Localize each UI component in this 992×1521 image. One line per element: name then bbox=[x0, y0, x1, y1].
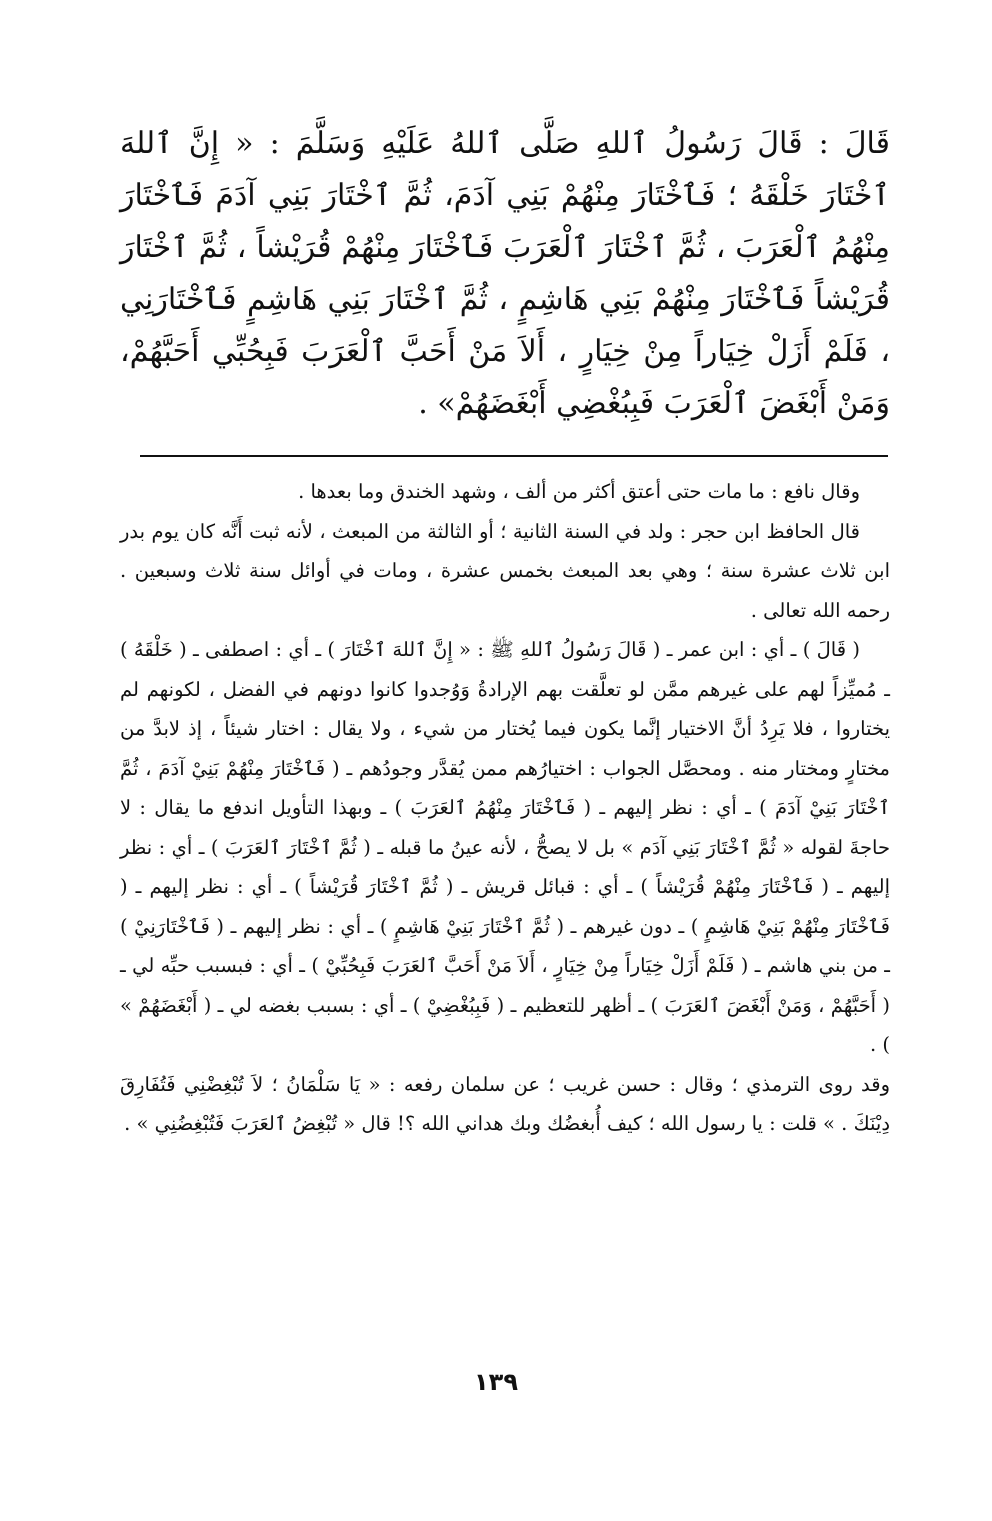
main-text-block bbox=[120, 118, 890, 430]
footnote-divider bbox=[140, 455, 888, 457]
hadith-paragraph: قَالَ : قَالَ رَسُولُ ٱللهِ صَلَّى ٱللهُ عَلَيْهِ وَسَلَّمَ : « إِنَّ ٱللهَ ٱخْتَارَ خَلْقَهُ ؛ فَٱخْتَارَ مِنْهُمْ بَنِي آدَمَ، ثُمَّ ٱخْتَارَ بَنِي آدَمَ فَٱخْتَارَ مِنْهُمُ ٱلْعَرَبَ ، ثُمَّ ٱخْتَارَ ٱلْعَرَبَ فَٱخْتَارَ مِنْهُمْ قُرَيْشاً ، ثُمَّ ٱخْتَارَ قُرَيْشاً فَٱخْتَارَ مِنْهُمْ بَنِي هَاشِمٍ ، ثُمَّ ٱخْتَارَ بَنِي هَاشِمٍ فَٱخْتَارَنِي ، فَلَمْ أَزَلْ خِيَاراً مِنْ خِيَارٍ ، أَلاَ مَنْ أَحَبَّ ٱلْعَرَبَ فَبِحُبِّي أَحَبَّهُمْ، وَمَنْ أَبْغَضَ ٱلْعَرَبَ فَبِبُغْضِي أَبْغَضَهُمْ» . bbox=[120, 126, 890, 421]
commentary-block bbox=[120, 472, 890, 1144]
page-number: ١٣٩ bbox=[474, 1368, 518, 1396]
commentary-paragraph-2: قال الحافظ ابن حجر : ولد في السنة الثانية ؛ أو الثالثة من المبعث ، لأنه ثبت أَنَّه كان يوم بدر ابن ثلاث عشرة سنة ؛ وهي بعد المبعث بخمس عشرة ، ومات في أوائل سنة ثلاث وسبعين . رحمه الله تعالى . bbox=[120, 519, 890, 622]
commentary-paragraph-3: ( قَالَ ) ـ أي : ابن عمر ـ ( قَالَ رَسُولُ ٱللهِ ﷺ : « إِنَّ ٱللهَ ٱخْتَارَ ) ـ أي : اصطفى ـ ( خَلْقَهُ ) ـ مُميِّزاً لهم على غيرهم ممَّن لو تعلَّقت بهم الإرادةُ وَوُجدوا كانوا دونهم في الفضل ، لكونهم لم يختاروا ، فلا يَرِدُ أنَّ الاختيار إنَّما يكون فيما يُختار من شيء ، ولا يقال : اختار شيئاً ، إذ لابدَّ من مختارٍ ومختار منه . ومحصَّل الجواب : اختيارُهم ممن يُقدَّر وجودُهم ـ ( فَٱخْتَارَ مِنْهُمْ بَنِيْ آدَمَ ، ثُمَّ ٱخْتَارَ بَنِيْ آدَمَ ) ـ أي : نظر إليهم ـ ( فَٱخْتَارَ مِنْهُمُ ٱلعَرَبَ ) ـ وبهذا التأويل اندفع ما يقال : لا حاجةَ لقوله « ثُمَّ ٱخْتَارَ بَنِي آدَم » بل لا يصحُّ ، لأنه عينُ ما قبله ـ ( ثُمَّ ٱخْتَارَ ٱلعَرَبَ ) ـ أي : نظر إليهم ـ ( فَٱخْتَارَ مِنْهُمْ قُرَيْشاً ) ـ أي : قبائل قريش ـ ( ثُمَّ ٱخْتَارَ قُرَيْشاً ) ـ أي : نظر إليهم ـ ( فَٱخْتَارَ مِنْهُمْ بَنِيْ هَاشِمٍ ) ـ دون غيرهم ـ ( ثُمَّ ٱخْتَارَ بَنِيْ هَاشِمٍ ) ـ أي : نظر إليهم ـ ( فَٱخْتَارَنِيْ ) ـ من بني هاشم ـ ( فَلَمْ أَزَلْ خِيَاراً مِنْ خِيَارٍ ، أَلاَ مَنْ أَحَبَّ ٱلعَرَبَ فَبِحُبِّيْ ) ـ أي : فبسبب حبِّه لي ـ ( أَحَبَّهُمْ ، وَمَنْ أَبْغَضَ ٱلعَرَبَ ) ـ أظهر للتعظيم ـ ( فَبِبُغْضِيْ ) ـ أي : بسبب بغضه لي ـ ( أَبْغَضَهُمْ » ) . bbox=[120, 638, 890, 1056]
commentary-paragraph-1: وقال نافع : ما مات حتى أعتق أكثر من ألف ، وشهد الخندق وما بعدها . bbox=[298, 480, 860, 503]
commentary-paragraph-4: وقد روى الترمذي ؛ وقال : حسن غريب ؛ عن سلمان رفعه : « يَا سَلْمَانُ ؛ لاَ تُبْغِضْنِي فَتُفَارِقَ دِيْنَكَ . » قلت : يا رسول الله ؛ كيف أُبغضُك وبك هداني الله ؟! قال « تُبْغِضُ ٱلعَرَبَ فَتُبْغِضُنِي » . bbox=[120, 1072, 890, 1135]
hadith-text bbox=[120, 118, 890, 430]
